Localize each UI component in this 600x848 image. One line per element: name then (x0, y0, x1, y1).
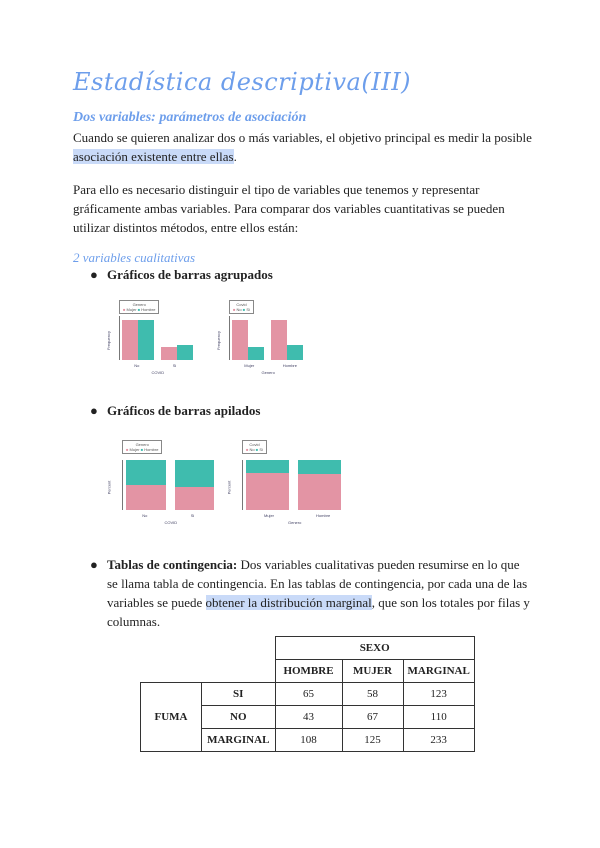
plot-area (119, 316, 197, 360)
legend-title: Genero (135, 442, 149, 447)
x-tick-label: Mujer (244, 363, 255, 368)
bar-no-mujer (246, 473, 289, 511)
chart-stacked-3 (228, 438, 350, 528)
page-title: Estadística descriptiva(III) (73, 68, 412, 96)
contingency-table (140, 636, 475, 752)
bar-hombre-si (175, 460, 215, 487)
chart-legend: Covid ■ No ■ Si (229, 300, 254, 314)
plot-area (229, 316, 307, 360)
bar-si-hombre (298, 460, 341, 474)
y-axis-label: Percent (106, 480, 112, 495)
x-tick-label: Hombre (282, 363, 297, 368)
paragraph-methods: Para ello es necesario distinguir el tipo de variables que tenemos y representar gráficamente ambas variables. Para comparar dos variables cuantitativas se pueden utilizar distintos métodos, entre ellos están: (73, 182, 505, 235)
legend-item: Hombre (141, 307, 156, 312)
col-group-header: SEXO (275, 637, 474, 660)
col-header: MUJER (342, 660, 403, 683)
plot-area (242, 460, 347, 510)
legend-item: No (249, 447, 255, 452)
bar-no-mujer (232, 320, 248, 360)
bar-mujer-si (161, 347, 177, 360)
bar-no-hombre (298, 474, 341, 511)
legend-title: Genero (132, 302, 146, 307)
chart-grouped-0 (105, 298, 200, 378)
text: Cuando se quieren analizar dos o más variables, el objetivo principal es medir la posible (73, 130, 532, 145)
x-tick-label: Hombre (316, 513, 331, 518)
bar-hombre-si (177, 345, 193, 360)
bar-mujer-no (126, 485, 166, 510)
row-header: SI (202, 683, 276, 706)
bar-si-mujer (246, 460, 289, 473)
bullet-icon: ● (90, 403, 98, 418)
bullet-icon: ● (90, 557, 98, 572)
table-row (141, 683, 475, 706)
cell: 123 (403, 683, 474, 706)
text: . (233, 149, 237, 164)
legend-title: Covid (249, 442, 260, 447)
chart-stacked-2 (108, 438, 223, 528)
x-tick-label: No (142, 513, 148, 518)
bullet-stacked (90, 401, 530, 420)
bar-si-hombre (287, 345, 303, 360)
bar-mujer-si (175, 487, 215, 511)
cell: 67 (342, 706, 403, 729)
bar-hombre-no (126, 460, 166, 485)
x-tick-label: No (134, 363, 140, 368)
cell: 110 (403, 706, 474, 729)
text: , que son los totales por filas y columnas. (107, 595, 530, 629)
legend-item: Mujer (129, 447, 140, 452)
text: Dos variables cualitativas pueden resumirse en lo que se llama tabla de contingencia. En las tablas de contingencia, por cada una de las variables se puede (107, 557, 528, 610)
bar-si-mujer (248, 347, 264, 360)
x-axis-label: COVID (164, 520, 178, 525)
bar-hombre-no (138, 320, 154, 360)
legend-item: Si (246, 307, 250, 312)
bullet-icon: ● (90, 267, 98, 282)
legend-item: Si (259, 447, 263, 452)
bullet-label: Tablas de contingencia: (107, 557, 238, 572)
section-heading: Dos variables: parámetros de asociación (73, 110, 307, 125)
cell: 233 (403, 729, 474, 752)
x-tick-label: Si (172, 363, 177, 368)
plot-area (122, 460, 220, 510)
x-tick-label: Mujer (264, 513, 275, 518)
legend-item: Hombre (144, 447, 159, 452)
subsection-heading: 2 variables cualitativas (73, 250, 196, 265)
highlighted-text: obtener la distribución marginal (205, 595, 372, 610)
col-header: MARGINAL (403, 660, 474, 683)
cell: 125 (342, 729, 403, 752)
cell: 108 (275, 729, 342, 752)
x-tick-label: Si (190, 513, 195, 518)
x-axis-label: Genero (261, 370, 275, 375)
y-axis-label: Percent (226, 480, 232, 495)
cell: 65 (275, 683, 342, 706)
cell: 43 (275, 706, 342, 729)
bullet-label: Gráficos de barras agrupados (107, 267, 273, 282)
x-axis-label: COVID (151, 370, 165, 375)
legend-item: Mujer (126, 307, 137, 312)
chart-legend: Covid ■ No ■ Si (242, 440, 267, 454)
bullet-contingency (90, 555, 530, 631)
bar-mujer-no (122, 320, 138, 360)
y-axis-label: Frequency (215, 331, 221, 350)
bullet-label: Gráficos de barras apilados (107, 403, 261, 418)
col-header: HOMBRE (275, 660, 342, 683)
legend-item: No (236, 307, 242, 312)
row-header: MARGINAL (202, 729, 276, 752)
row-header: NO (202, 706, 276, 729)
bullet-grouped (90, 265, 530, 284)
chart-legend: Genero ■ Mujer ■ Hombre (122, 440, 162, 454)
x-axis-label: Genero (288, 520, 302, 525)
bar-no-hombre (271, 320, 287, 360)
chart-grouped-1 (215, 298, 310, 378)
cell: 58 (342, 683, 403, 706)
chart-legend: Genero ■ Mujer ■ Hombre (119, 300, 159, 314)
row-group-header: FUMA (141, 683, 202, 752)
paragraph-intro (73, 128, 543, 166)
legend-title: Covid (236, 302, 247, 307)
highlighted-text: asociación existente entre ellas (73, 149, 234, 164)
y-axis-label: Frequency (105, 331, 111, 350)
